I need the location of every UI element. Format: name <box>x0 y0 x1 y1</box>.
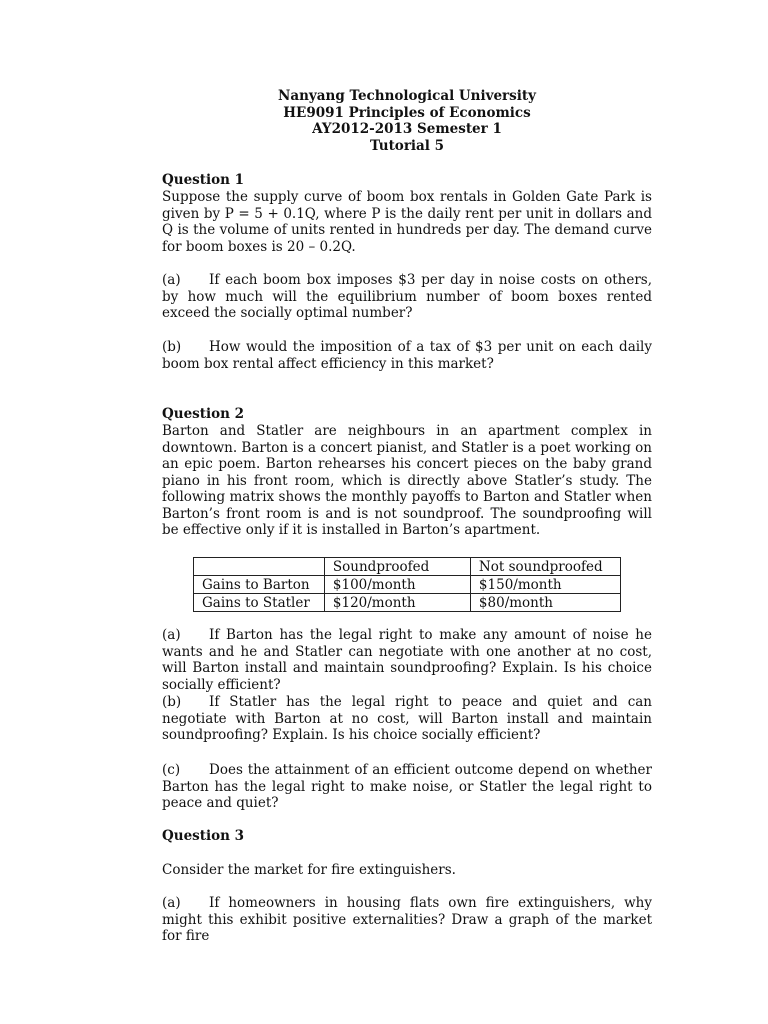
semester-line: AY2012-2013 Semester 1 <box>312 121 502 137</box>
question-1-title: Question 1 <box>162 172 245 188</box>
part-text: If homeowners in housing flats own fire extinguishers, why might this exhibit positive externalities? Draw a graph of the market for fire <box>162 895 652 944</box>
part-text: Does the attainment of an efficient outcome depend on whether Barton has the legal right to make noise, or Statler the legal right to peace and quiet? <box>162 762 652 811</box>
payoff-matrix <box>193 557 621 612</box>
part-label: (a) <box>162 627 181 643</box>
question-1-part-a <box>162 272 652 322</box>
table-header-cell: Soundproofed <box>324 558 470 576</box>
part-text: If each boom box imposes $3 per day in noise costs on others, by how much will the equilibrium number of boom boxes rented exceed the socially optimal number? <box>162 272 652 321</box>
course-title: HE9091 Principles of Economics <box>283 104 531 121</box>
part-label: (a) <box>162 895 181 911</box>
part-label: (c) <box>162 762 181 778</box>
question-2-intro: Barton and Statler are neighbours in an apartment complex in downtown. Barton is a concert pianist, and Statler is a poet working on an epic poem. Barton rehearses his concert pieces on the baby grand piano in his front room, which is directly above Statler’s study. The following matrix shows the monthly payoffs to Barton and Statler when Barton’s front room is and is not soundproof. The soundproofing will be effective only if it is installed in Barton’s apartment. <box>162 423 652 538</box>
table-row-label: Gains to Barton <box>194 576 325 594</box>
table-row-label: Gains to Statler <box>194 594 325 612</box>
table-header-row <box>194 558 621 576</box>
question-2-part-b <box>162 694 652 744</box>
question-2-part-c <box>162 762 652 812</box>
table-header-cell: Not soundproofed <box>470 558 620 576</box>
table-cell: $120/month <box>324 594 470 612</box>
document-header <box>162 88 652 154</box>
part-label: (b) <box>162 694 182 710</box>
question-3-title: Question 3 <box>162 828 245 844</box>
part-text: If Barton has the legal right to make any amount of noise he wants and he and Statler can negotiate with one another at no cost, will Barton install and maintain soundproofing? Explain. Is his choice socially efficient? <box>162 627 652 693</box>
part-label: (a) <box>162 272 181 288</box>
question-3-intro: Consider the market for fire extinguishers. <box>162 862 456 878</box>
question-1-intro: Suppose the supply curve of boom box rentals in Golden Gate Park is given by P = 5 + 0.1Q, where P is the daily rent per unit in dollars and Q is the volume of units rented in hundreds per day. The demand curve for boom boxes is 20 – 0.2Q. <box>162 189 652 255</box>
table-row <box>194 594 621 612</box>
table-cell: $100/month <box>324 576 470 594</box>
part-label: (b) <box>162 339 182 355</box>
table-cell <box>194 558 325 576</box>
table-cell: $80/month <box>470 594 620 612</box>
question-2-title: Question 2 <box>162 406 245 422</box>
table-cell: $150/month <box>470 576 620 594</box>
question-2-part-a <box>162 627 652 693</box>
question-3-part-a <box>162 895 652 945</box>
university-name: Nanyang Technological University <box>278 88 536 104</box>
question-1-part-b <box>162 339 652 372</box>
part-text: How would the imposition of a tax of $3 per unit on each daily boom box rental affect efficiency in this market? <box>162 339 652 372</box>
tutorial-number: Tutorial 5 <box>369 137 445 154</box>
part-text: If Statler has the legal right to peace and quiet and can negotiate with Barton at no cost, will Barton install and maintain soundproofing? Explain. Is his choice socially efficient? <box>162 694 652 743</box>
table-row <box>194 576 621 594</box>
